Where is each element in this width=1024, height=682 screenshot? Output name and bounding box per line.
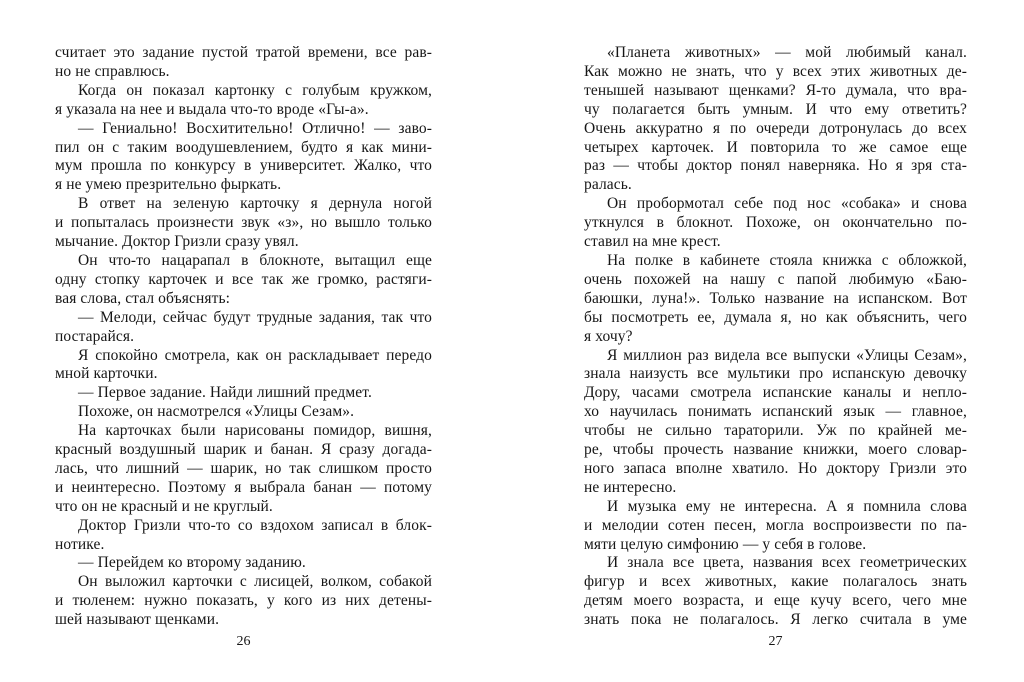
text-line: знать пока не полагалось. Я легко считала в уме (584, 611, 967, 629)
text-line: одну стопку карточек и все так же громко, растяги- (55, 270, 432, 288)
text-line: чтобы не сильно тараторили. Уж по крайней ме- (584, 422, 967, 440)
text-line: и попыталась произнести звук «з», но вышло только (55, 214, 432, 232)
text-line: Похоже, он насмотрелся «Улицы Сезам». (78, 403, 355, 421)
text-line: шей называют щенками. (55, 611, 220, 629)
text-line: лась, что лишний — шарик, но так слишком просто (55, 459, 432, 477)
text-line: очень похожей на нашу с папой любимую «Баю- (584, 270, 967, 288)
text-line: хо научилась понимать испанский язык — главное, (584, 403, 967, 421)
text-line: раз — чтобы доктор понял наверняка. Но я зря ста- (584, 157, 967, 175)
text-line: фигур и всех животных, какие полагалось знать (584, 573, 967, 591)
text-line: ставил на мне крест. (584, 233, 721, 251)
text-line: считает это задание пустой тратой времени, все рав- (55, 44, 432, 61)
text-line: — Мелоди, сейчас будут трудные задания, так что (78, 308, 432, 326)
text-line: четырех карточек. И повторила то же самое еще (584, 138, 967, 156)
text-line: На карточках были нарисованы помидор, вишня, (78, 422, 432, 440)
text-line: «Планета животных» — мой любимый канал. (607, 44, 967, 61)
text-line: мум прошла по конкурсу в университет. Жалко, что (55, 157, 432, 175)
left-page-text (55, 44, 432, 630)
text-line: Я миллион раз видела все выпуски «Улицы Сезам», (607, 346, 967, 364)
text-line: знала наизусть все мультики про испанскую девочку (584, 365, 967, 383)
text-line: Дору, часами смотрела испанские каналы и непло- (584, 384, 967, 402)
text-line: Как можно не знать, что у всех этих животных де- (584, 62, 967, 80)
text-line: Когда он показал картонку с голубым кружком, (78, 81, 432, 99)
text-line: и мелодии сотен песен, могла воспроизвести по па- (584, 516, 967, 534)
text-line: Он что-то нацарапал в блокноте, вытащил еще (78, 251, 432, 269)
text-line: мной карточки. (55, 365, 158, 383)
text-line: я не умею презрительно фыркать. (55, 176, 282, 194)
text-line: — Гениально! Восхитительно! Отлично! — заво- (78, 119, 432, 137)
text-line: ре, чтобы прочесть название книжки, моего словар- (584, 441, 967, 459)
text-line: детям моего возраста, и еще кучу всего, чего мне (584, 592, 967, 610)
text-line: что он не красный и не круглый. (55, 497, 273, 515)
text-line: вая слова, стал объяснять: (55, 289, 231, 307)
text-line: пил он с таким воодушевлением, будто я как мини- (55, 138, 432, 156)
text-line: бы посмотреть ее, думала я, но как объяснить, чего (584, 308, 967, 326)
text-line: чу полагается быть умным. И что ему ответить? (584, 100, 967, 118)
text-line: нотике. (55, 535, 105, 553)
text-line: Я спокойно смотрела, как он раскладывает передо (78, 346, 432, 364)
text-line: мяти целую симфонию — у себя в голове. (584, 535, 867, 553)
text-line: я хочу? (584, 327, 633, 345)
text-line: уткнулся в блокнот. Похоже, он окончательно по- (584, 214, 967, 232)
text-line: Он пробормотал себе под нос «собака» и снова (607, 195, 967, 213)
text-line: Очень аккуратно я по очереди дотронулась до всех (584, 119, 967, 137)
text-line: — Первое задание. Найди лишний предмет. (78, 384, 372, 402)
text-line: В ответ на зеленую карточку я дернула ногой (78, 195, 432, 213)
text-line: И знала все цвета, названия всех геометрических (607, 554, 967, 572)
right-page-text (584, 44, 967, 630)
text-line: я указала на нее и выдала что-то вроде «Гы-а». (55, 100, 369, 118)
text-line: ралась. (584, 176, 632, 194)
text-line: но не справлюсь. (55, 62, 170, 80)
text-line: Доктор Гризли что-то со вздохом записал в блок- (78, 516, 432, 534)
text-line: красный воздушный шарик и банан. Я сразу догада- (55, 441, 432, 459)
text-line: и тюленем: нужно показать, у кого из них детены- (55, 592, 432, 610)
text-line: И музыка ему не интересна. А я помнила слова (607, 497, 967, 515)
text-line: баюшки, луна!». Только название на испанском. Вот (584, 289, 967, 307)
text-line: — Перейдем ко второму заданию. (78, 554, 306, 572)
text-line: Он выложил карточки с лисицей, волком, собакой (78, 573, 432, 591)
text-line: не интересно. (584, 478, 677, 496)
page-number: 26 (236, 634, 251, 649)
text-line: постарайся. (55, 327, 135, 345)
text-line: тенышей называют щенками? Я-то думала, что вра- (584, 81, 967, 99)
text-line: ного запаса вполне хватило. Но доктору Гризли это (584, 459, 967, 477)
text-line: мычание. Доктор Гризли сразу увял. (55, 233, 299, 251)
text-line: На полке в кабинете стояла книжка с обложкой, (607, 251, 967, 269)
page-number: 27 (768, 634, 783, 649)
text-line: и неинтересно. Поэтому я выбрала банан — потому (55, 478, 432, 496)
